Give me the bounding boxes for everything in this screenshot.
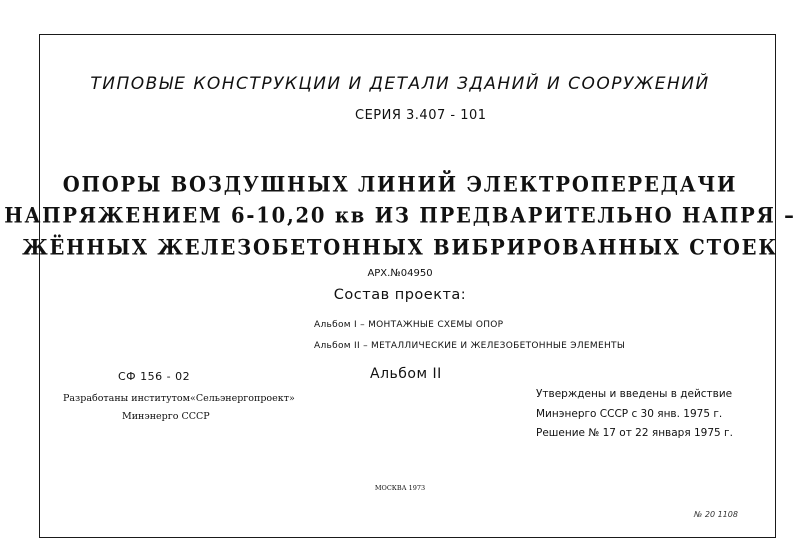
album-list-item-2: Альбом II – МЕТАЛЛИЧЕСКИЕ И ЖЕЛЕЗОБЕТОННЫЕ ЭЛЕМЕНТЫ xyxy=(314,341,626,351)
developer-line-1: Разработаны институтом«Сельэнергопроект» xyxy=(63,393,295,404)
composition-heading: Состав проекта: xyxy=(333,287,467,303)
main-title-line-1: ОПОРЫ ВОЗДУШНЫХ ЛИНИЙ ЭЛЕКТРОПЕРЕДАЧИ xyxy=(62,172,738,197)
main-title-line-3: ЖЁННЫХ ЖЕЛЕЗОБЕТОННЫХ ВИБРИРОВАННЫХ СТОЕК xyxy=(22,235,778,260)
inventory-stamp: № 20 1108 xyxy=(694,510,738,519)
approval-line-3: Решение № 17 от 22 января 1975 г. xyxy=(536,427,733,439)
series-number: СЕРИЯ 3.407 - 101 xyxy=(355,108,487,123)
approval-line-2: Минэнерго СССР с 30 янв. 1975 г. xyxy=(536,408,723,420)
approval-line-1: Утверждены и введены в действие xyxy=(536,388,733,400)
series-title: ТИПОВЫЕ КОНСТРУКЦИИ И ДЕТАЛИ ЗДАНИЙ И СООРУЖЕНИЙ xyxy=(90,74,710,94)
city-year: МОСКВА 1973 xyxy=(374,484,426,492)
document-code: СФ 156 - 02 xyxy=(118,370,191,383)
album-list-item-1: Альбом I – МОНТАЖНЫЕ СХЕМЫ ОПОР xyxy=(314,320,504,330)
archive-number: АРХ.№04950 xyxy=(367,268,433,279)
main-title-line-2: НАПРЯЖЕНИЕМ 6-10,20 кв ИЗ ПРЕДВАРИТЕЛЬНО НАПРЯ – xyxy=(4,203,796,228)
current-album-label: Альбом II xyxy=(370,366,442,382)
developer-line-2: Минэнерго СССР xyxy=(122,411,210,422)
